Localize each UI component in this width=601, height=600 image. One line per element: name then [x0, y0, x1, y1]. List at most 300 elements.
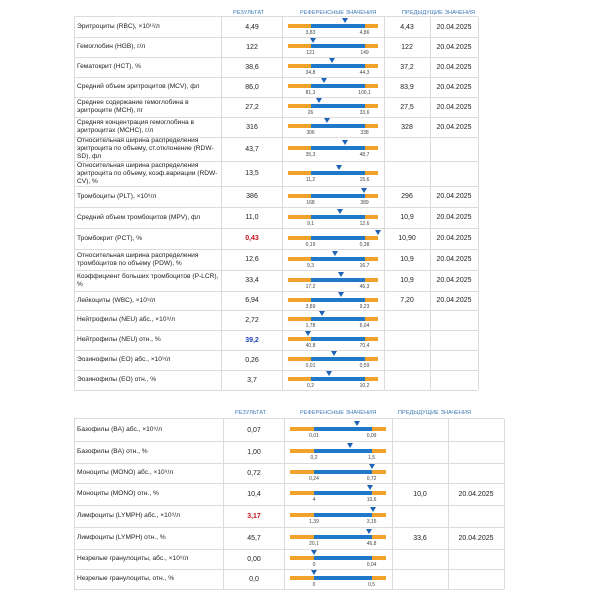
reference-range-bar	[284, 463, 393, 483]
previous-value	[392, 549, 449, 569]
range-above-segment	[365, 317, 379, 321]
result-value: 38,6	[222, 57, 283, 77]
table-row	[74, 527, 504, 550]
previous-value: 10,9	[384, 270, 431, 291]
ref-low-label: 20,1	[309, 541, 319, 547]
reference-range-bar	[284, 569, 393, 589]
ref-high-label: 33,6	[359, 110, 370, 116]
range-below-segment	[288, 194, 311, 198]
range-bar	[288, 257, 378, 261]
previous-value: 296	[384, 186, 431, 207]
reference-range-bar	[282, 270, 385, 291]
ref-low-label: 1,78	[305, 323, 316, 329]
ref-high-label: 100,1	[358, 90, 371, 96]
result-marker-icon	[369, 464, 375, 469]
range-above-segment	[365, 194, 379, 198]
result-marker-icon	[367, 485, 373, 490]
result-value: 39,2	[222, 330, 283, 350]
t1-header-reference: РЕФЕРЕНСНЫЕ ЗНАЧЕНИЯ	[300, 10, 377, 16]
reference-range-bar	[282, 77, 385, 97]
ref-low-label: 0,01	[309, 433, 319, 439]
ref-low-label: 81,3	[305, 90, 316, 96]
table-row	[74, 161, 478, 187]
ref-low-label: 4	[312, 497, 316, 503]
test-name: Относительная ширина распределения эритроцита по объему, коэф.вариации (RDW-CV), %	[74, 161, 222, 186]
reference-range-bar	[282, 57, 385, 77]
t2-header-result: РЕЗУЛЬТАТ	[235, 410, 267, 416]
table-row	[74, 249, 478, 271]
reference-range-bar	[284, 505, 393, 527]
previous-value	[392, 419, 449, 441]
range-normal-segment	[311, 377, 365, 381]
result-value: 12,6	[222, 249, 283, 270]
ref-low-label: 35,3	[305, 152, 316, 158]
result-marker-icon	[316, 98, 322, 103]
ref-low-label: 9,3	[307, 263, 314, 269]
previous-date: 20.04.2025	[430, 17, 479, 37]
range-normal-segment	[311, 171, 365, 175]
range-below-segment	[288, 146, 311, 150]
result-value: 33,4	[222, 270, 283, 291]
reference-range-bar	[282, 291, 385, 310]
result-marker-icon	[338, 272, 344, 277]
previous-value	[392, 441, 449, 463]
range-above-segment	[365, 377, 379, 381]
table-row	[74, 441, 504, 464]
range-normal-segment	[311, 257, 365, 261]
range-normal-segment	[311, 44, 365, 48]
previous-value	[392, 569, 449, 589]
range-below-segment	[290, 556, 314, 560]
ref-low-label: 168	[306, 200, 315, 206]
test-name: Эритроциты (RBC), ×10¹²/л	[74, 17, 222, 37]
range-bar	[290, 470, 386, 474]
ref-low-label: 1,39	[309, 519, 319, 525]
previous-date: 20.04.2025	[448, 527, 505, 549]
clipped-top-text	[226, 0, 456, 1]
result-marker-icon	[361, 188, 367, 193]
test-name: Среднее содержание гемоглобина в эритроците (MCH), пг	[74, 97, 222, 117]
previous-value	[384, 137, 431, 161]
previous-value: 328	[384, 117, 431, 137]
range-above-segment	[365, 215, 379, 219]
range-normal-segment	[314, 535, 372, 539]
t1-header-result: РЕЗУЛЬТАТ	[233, 10, 265, 16]
result-value: 3,17	[224, 505, 285, 527]
reference-range-bar	[282, 249, 385, 270]
range-bar	[288, 215, 378, 219]
range-normal-segment	[311, 317, 365, 321]
result-value: 6,94	[222, 291, 283, 310]
previous-value	[384, 310, 431, 330]
previous-date: 20.04.2025	[430, 270, 479, 291]
range-bar	[288, 377, 378, 381]
previous-value: 27,5	[384, 97, 431, 117]
previous-value	[384, 330, 431, 350]
previous-date: 20.04.2025	[448, 483, 505, 505]
range-below-segment	[288, 278, 311, 282]
range-bar	[290, 556, 386, 560]
result-marker-icon	[311, 570, 317, 575]
range-below-segment	[288, 257, 311, 261]
table-row	[74, 330, 478, 351]
ref-high-label: 70,4	[359, 343, 370, 349]
table-row	[74, 57, 478, 78]
range-below-segment	[288, 124, 311, 128]
test-name: Лимфоциты (LYMPH) отн., %	[74, 527, 224, 549]
reference-range-bar	[282, 370, 385, 390]
ref-low-label: 34,8	[305, 70, 316, 76]
range-below-segment	[288, 317, 311, 321]
range-below-segment	[288, 44, 311, 48]
previous-date	[448, 419, 505, 441]
ref-low-label: 0,24	[309, 476, 319, 482]
table-row	[74, 569, 504, 590]
range-bar	[288, 278, 378, 282]
range-above-segment	[372, 556, 386, 560]
range-bar	[290, 535, 386, 539]
range-below-segment	[288, 357, 311, 361]
ref-low-label: 0,2	[310, 455, 318, 461]
result-marker-icon	[329, 58, 335, 63]
table-row	[74, 350, 478, 371]
range-normal-segment	[311, 124, 365, 128]
range-above-segment	[372, 535, 386, 539]
ref-high-label: 0,72	[366, 476, 377, 482]
result-value: 10,4	[224, 483, 285, 505]
range-above-segment	[365, 64, 379, 68]
previous-date	[430, 137, 479, 161]
range-normal-segment	[311, 298, 365, 302]
range-above-segment	[372, 491, 386, 495]
ref-low-label: 3,83	[305, 30, 316, 36]
test-name: Незрелые гранулоциты, абс., ×10⁹/л	[74, 549, 224, 569]
range-below-segment	[290, 470, 314, 474]
test-name: Относительная ширина распределения тромбоцитов по объему (PDW), %	[74, 249, 222, 270]
range-bar	[288, 298, 378, 302]
range-above-segment	[372, 513, 386, 517]
ref-low-label: 26	[307, 110, 314, 116]
result-value: 4,49	[222, 17, 283, 37]
reference-range-bar	[282, 97, 385, 117]
range-below-segment	[290, 449, 314, 453]
reference-range-bar	[282, 137, 385, 161]
results-table-2	[74, 418, 504, 589]
result-value: 0,0	[224, 569, 285, 589]
result-marker-icon	[305, 331, 311, 336]
previous-date: 20.04.2025	[430, 57, 479, 77]
range-below-segment	[288, 104, 311, 108]
result-marker-icon	[366, 529, 372, 534]
reference-range-bar	[282, 350, 385, 370]
result-value: 1,00	[224, 441, 285, 463]
result-marker-icon	[321, 78, 327, 83]
result-value: 2,72	[222, 310, 283, 330]
table-row	[74, 17, 478, 38]
test-name: Относительная ширина распределения эритроцита по объему, ст.отклонение (RDW-SD), фл	[74, 137, 222, 161]
result-marker-icon	[347, 443, 353, 448]
range-above-segment	[365, 84, 379, 88]
reference-range-bar	[284, 441, 393, 463]
ref-high-label: 16,7	[359, 263, 370, 269]
range-bar	[288, 317, 378, 321]
test-name: Средняя концентрация гемоглобина в эритроцитах (MCHC), г/л	[74, 117, 222, 137]
result-marker-icon	[354, 421, 360, 426]
previous-date	[448, 441, 505, 463]
range-above-segment	[365, 171, 379, 175]
previous-value: 10,9	[384, 207, 431, 228]
ref-low-label: 0,01	[305, 363, 316, 369]
test-name: Гематокрит (HCT), %	[74, 57, 222, 77]
result-marker-icon	[332, 251, 338, 256]
previous-date: 20.04.2025	[430, 207, 479, 228]
previous-date	[448, 549, 505, 569]
range-above-segment	[365, 298, 379, 302]
previous-date	[430, 370, 479, 390]
table-row	[74, 77, 478, 98]
range-below-segment	[288, 215, 311, 219]
ref-high-label: 6,04	[359, 323, 370, 329]
result-value: 122	[222, 37, 283, 57]
range-below-segment	[288, 64, 311, 68]
range-normal-segment	[314, 470, 372, 474]
range-below-segment	[288, 171, 311, 175]
previous-value	[384, 370, 431, 390]
range-above-segment	[372, 449, 386, 453]
range-normal-segment	[314, 556, 372, 560]
reference-range-bar	[284, 549, 393, 569]
test-name: Моноциты (MONO) абс., ×10⁹/л	[74, 463, 224, 483]
reference-range-bar	[282, 207, 385, 228]
table-row	[74, 186, 478, 208]
result-value: 0,00	[224, 549, 285, 569]
ref-low-label: 121	[306, 50, 315, 56]
range-below-segment	[288, 236, 311, 240]
range-above-segment	[372, 470, 386, 474]
previous-date: 20.04.2025	[430, 249, 479, 270]
reference-range-bar	[282, 228, 385, 249]
range-normal-segment	[311, 64, 365, 68]
range-below-segment	[288, 84, 311, 88]
table-row	[74, 549, 504, 570]
test-name: Лейкоциты (WBC), ×10⁹/л	[74, 291, 222, 310]
previous-value: 122	[384, 37, 431, 57]
range-normal-segment	[311, 194, 365, 198]
range-bar	[290, 513, 386, 517]
result-marker-icon	[342, 140, 348, 145]
result-marker-icon	[331, 351, 337, 356]
t2-header-reference: РЕФЕРЕНСНЫЕ ЗНАЧЕНИЯ	[300, 410, 377, 416]
test-name: Базофилы (BA) отн., %	[74, 441, 224, 463]
ref-low-label: 0,19	[305, 242, 316, 248]
ref-high-label: 3,15	[366, 519, 377, 525]
range-bar	[288, 236, 378, 240]
reference-range-bar	[282, 161, 385, 186]
result-marker-icon	[336, 165, 342, 170]
ref-low-label: 17,2	[305, 284, 316, 290]
range-above-segment	[372, 576, 386, 580]
t1-header-previous: ПРЕДЫДУЩИЕ ЗНАЧЕНИЯ	[402, 10, 476, 16]
test-name: Лимфоциты (LYMPH) абс., ×10⁹/л	[74, 505, 224, 527]
previous-value: 4,43	[384, 17, 431, 37]
range-below-segment	[288, 377, 311, 381]
result-marker-icon	[311, 550, 317, 555]
range-bar	[290, 449, 386, 453]
result-value: 3,7	[222, 370, 283, 390]
result-value: 27,2	[222, 97, 283, 117]
table-row	[74, 97, 478, 118]
previous-date	[448, 505, 505, 527]
range-normal-segment	[311, 146, 365, 150]
table-row	[74, 483, 504, 506]
range-bar	[290, 576, 386, 580]
previous-date	[448, 463, 505, 483]
result-marker-icon	[326, 371, 332, 376]
test-name: Тромбоциты (PLT), ×10⁹/л	[74, 186, 222, 207]
previous-date: 20.04.2025	[430, 291, 479, 310]
range-above-segment	[365, 124, 379, 128]
previous-date: 20.04.2025	[430, 117, 479, 137]
test-name: Нейтрофилы (NEU) абс., ×10⁹/л	[74, 310, 222, 330]
ref-high-label: 0,04	[366, 562, 377, 568]
range-normal-segment	[311, 357, 365, 361]
test-name: Гемоглобин (HGB), г/л	[74, 37, 222, 57]
ref-high-label: 4,86	[359, 30, 370, 36]
result-marker-icon	[338, 292, 344, 297]
result-value: 0,72	[224, 463, 285, 483]
reference-range-bar	[282, 330, 385, 350]
ref-low-label: 11,2	[305, 177, 316, 183]
range-above-segment	[365, 337, 379, 341]
range-bar	[290, 491, 386, 495]
test-name: Эозинофилы (EO) абс., ×10⁹/л	[74, 350, 222, 370]
previous-date: 20.04.2025	[430, 228, 479, 249]
range-normal-segment	[314, 449, 372, 453]
test-name: Средний объем тромбоцитов (MPV), фл	[74, 207, 222, 228]
previous-value: 10,0	[392, 483, 449, 505]
previous-date	[430, 330, 479, 350]
range-normal-segment	[311, 278, 365, 282]
ref-high-label: 12,6	[359, 221, 370, 227]
ref-low-label: 40,8	[305, 343, 316, 349]
result-marker-icon	[342, 18, 348, 23]
range-below-segment	[290, 576, 314, 580]
previous-date	[430, 310, 479, 330]
result-value: 316	[222, 117, 283, 137]
table-row	[74, 370, 478, 391]
previous-value	[392, 463, 449, 483]
range-above-segment	[372, 427, 386, 431]
ref-low-label: 0	[312, 582, 316, 588]
previous-value	[392, 505, 449, 527]
result-value: 13,5	[222, 161, 283, 186]
range-bar	[288, 44, 378, 48]
table-row	[74, 310, 478, 331]
range-above-segment	[365, 357, 379, 361]
table-row	[74, 37, 478, 58]
previous-value: 37,2	[384, 57, 431, 77]
reference-range-bar	[282, 186, 385, 207]
range-normal-segment	[314, 491, 372, 495]
reference-range-bar	[284, 419, 393, 441]
ref-low-label: 3,89	[305, 304, 316, 310]
ref-high-label: 46,3	[359, 284, 370, 290]
table-row	[74, 137, 478, 162]
range-above-segment	[365, 257, 379, 261]
reference-range-bar	[282, 117, 385, 137]
ref-low-label: 0	[312, 562, 316, 568]
result-value: 0,26	[222, 350, 283, 370]
reference-range-bar	[282, 37, 385, 57]
ref-high-label: 15,6	[359, 177, 370, 183]
range-below-segment	[290, 491, 314, 495]
previous-date: 20.04.2025	[430, 37, 479, 57]
ref-high-label: 149	[360, 50, 369, 56]
previous-value: 10,90	[384, 228, 431, 249]
ref-high-label: 10,2	[359, 383, 370, 389]
results-table-1	[74, 16, 478, 400]
range-above-segment	[365, 44, 379, 48]
result-value: 86,0	[222, 77, 283, 97]
table-row	[74, 505, 504, 528]
result-marker-icon	[375, 230, 381, 235]
ref-high-label: 0,09	[366, 433, 377, 439]
previous-value	[384, 161, 431, 186]
previous-value: 83,9	[384, 77, 431, 97]
range-normal-segment	[311, 24, 365, 28]
range-normal-segment	[314, 513, 372, 517]
table-row	[74, 291, 478, 311]
test-name: Эозинофилы (EO) отн., %	[74, 370, 222, 390]
ref-high-label: 0,59	[359, 363, 370, 369]
range-below-segment	[290, 535, 314, 539]
range-bar	[288, 194, 378, 198]
t2-header-previous: ПРЕДЫДУЩИЕ ЗНАЧЕНИЯ	[398, 410, 472, 416]
range-above-segment	[365, 236, 379, 240]
ref-low-label: 9,1	[307, 221, 314, 227]
range-normal-segment	[311, 236, 365, 240]
table-row	[74, 117, 478, 138]
range-normal-segment	[311, 215, 365, 219]
previous-value: 7,20	[384, 291, 431, 310]
reference-range-bar	[282, 310, 385, 330]
range-below-segment	[288, 24, 311, 28]
range-bar	[288, 24, 378, 28]
range-below-segment	[288, 298, 311, 302]
ref-high-label: 0,5	[368, 582, 376, 588]
ref-high-label: 10,6	[366, 497, 377, 503]
range-normal-segment	[314, 427, 372, 431]
result-marker-icon	[310, 38, 316, 43]
previous-value: 33,6	[392, 527, 449, 549]
range-below-segment	[290, 427, 314, 431]
range-normal-segment	[311, 104, 365, 108]
result-marker-icon	[337, 209, 343, 214]
reference-range-bar	[282, 17, 385, 37]
ref-high-label: 44,3	[359, 70, 370, 76]
range-normal-segment	[314, 576, 372, 580]
table-row	[74, 207, 478, 229]
previous-date	[448, 569, 505, 589]
table-row	[74, 228, 478, 250]
table-row	[74, 270, 478, 292]
previous-date	[430, 161, 479, 186]
range-above-segment	[365, 278, 379, 282]
previous-date	[430, 350, 479, 370]
range-bar	[288, 357, 378, 361]
result-value: 43,7	[222, 137, 283, 161]
result-value: 11,0	[222, 207, 283, 228]
